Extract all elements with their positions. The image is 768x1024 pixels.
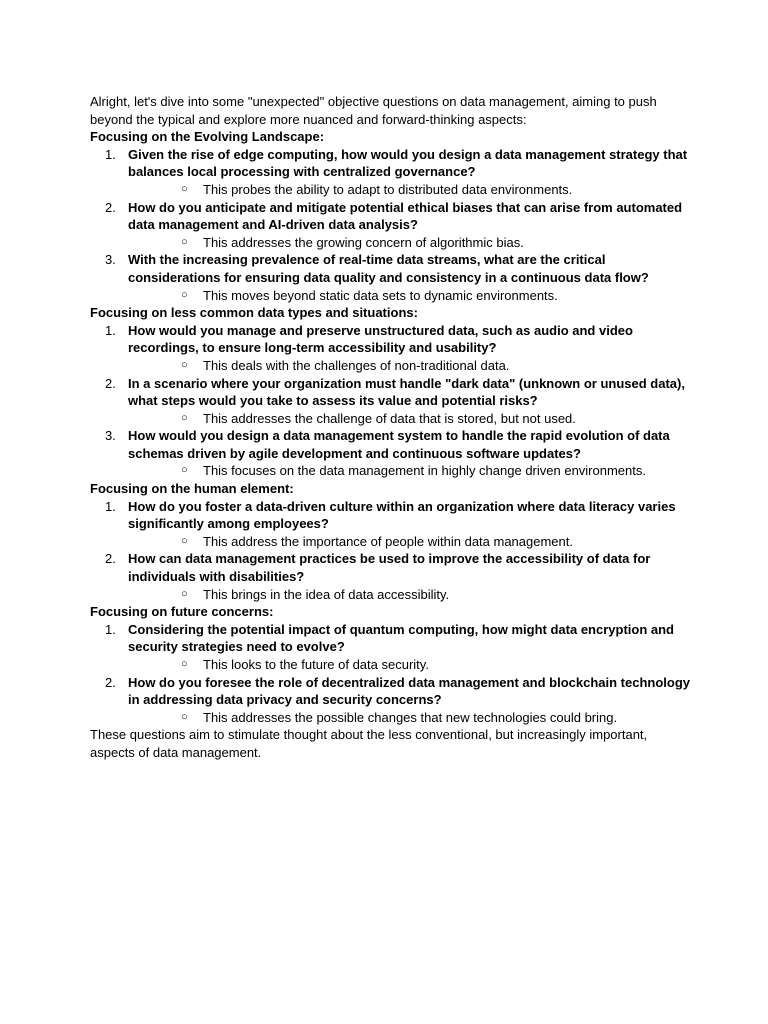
question-item: [90, 375, 690, 428]
note-text: This moves beyond static data sets to dynamic environments.: [203, 287, 558, 303]
section-evolving-landscape: [90, 128, 690, 304]
section-heading: Focusing on the human element:: [90, 481, 294, 497]
section-human-element: [90, 480, 690, 603]
hollow-bullet-icon: ○: [181, 358, 188, 371]
question-list: [90, 322, 690, 480]
question-item: [90, 199, 690, 252]
document-page: [90, 93, 690, 762]
question-text: How do you foster a data-driven culture within an organization where data literacy varies significantly among employees?: [128, 498, 676, 532]
question-item: [90, 550, 690, 603]
question-note: [128, 181, 690, 199]
note-text: This address the importance of people within data management.: [203, 533, 573, 549]
question-item: [90, 322, 690, 375]
hollow-bullet-icon: ○: [181, 464, 188, 477]
question-item: [90, 621, 690, 674]
hollow-bullet-icon: ○: [181, 182, 188, 195]
note-text: This probes the ability to adapt to distributed data environments.: [203, 181, 573, 197]
question-item: [90, 427, 690, 480]
note-text: This focuses on the data management in highly change driven environments.: [203, 463, 646, 479]
question-note: [128, 709, 690, 727]
question-note: [128, 533, 690, 551]
question-text: Considering the potential impact of quantum computing, how might data encryption and security strategies need to evolve?: [128, 621, 674, 655]
question-item: [90, 674, 690, 727]
hollow-bullet-icon: ○: [181, 534, 188, 547]
question-note: [128, 586, 690, 604]
question-text: How would you manage and preserve unstructured data, such as audio and video recordings, to ensure long-term accessibility and usability?: [128, 322, 633, 356]
question-note: [128, 462, 690, 480]
question-number: 3.: [105, 428, 116, 444]
closing-paragraph: These questions aim to stimulate thought about the less conventional, but increasingly important, aspects of data management.: [90, 727, 648, 760]
question-number: 2.: [105, 375, 116, 391]
intro-paragraph: Alright, let's dive into some "unexpected" objective questions on data management, aiming to push beyond the typical and explore more nuanced and forward-thinking aspects:: [90, 94, 657, 127]
question-number: 1.: [105, 146, 116, 162]
question-text: How would you design a data management system to handle the rapid evolution of data schemas driven by agile development and continuous software updates?: [128, 428, 670, 461]
question-number: 1.: [105, 322, 116, 338]
question-number: 2.: [105, 674, 116, 690]
question-text: Given the rise of edge computing, how would you design a data management strategy that balances local processing with centralized governance?: [128, 146, 688, 180]
question-text: With the increasing prevalence of real-time data streams, what are the critical considerations for ensuring data quality and consistency in a continuous data flow?: [128, 252, 649, 285]
note-text: This brings in the idea of data accessibility.: [203, 586, 450, 602]
question-item: [90, 498, 690, 551]
question-item: [90, 146, 690, 199]
question-number: 1.: [105, 498, 116, 514]
question-list: [90, 621, 690, 727]
section-heading: Focusing on future concerns:: [90, 604, 274, 620]
question-item: [90, 251, 690, 304]
hollow-bullet-icon: ○: [181, 411, 188, 424]
question-list: [90, 146, 690, 304]
hollow-bullet-icon: ○: [181, 587, 188, 600]
question-number: 2.: [105, 551, 116, 567]
note-text: This deals with the challenges of non-traditional data.: [203, 357, 510, 373]
question-number: 3.: [105, 252, 116, 268]
question-note: [128, 656, 690, 674]
hollow-bullet-icon: ○: [181, 710, 188, 723]
hollow-bullet-icon: ○: [181, 235, 188, 248]
section-heading: Focusing on less common data types and situations:: [90, 305, 418, 321]
hollow-bullet-icon: ○: [181, 658, 188, 670]
question-list: [90, 498, 690, 604]
note-text: This looks to the future of data security.: [203, 657, 429, 672]
section-future-concerns: [90, 603, 690, 726]
note-text: This addresses the growing concern of algorithmic bias.: [203, 234, 524, 250]
question-text: How do you foresee the role of decentralized data management and blockchain technology in addressing data privacy and security concerns?: [128, 674, 690, 708]
question-text: How can data management practices be used to improve the accessibility of data for individuals with disabilities?: [128, 551, 651, 585]
question-note: [128, 410, 690, 428]
note-text: This addresses the possible changes that new technologies could bring.: [203, 709, 618, 725]
question-note: [128, 287, 690, 305]
section-heading: Focusing on the Evolving Landscape:: [90, 129, 325, 145]
hollow-bullet-icon: ○: [181, 288, 188, 301]
question-number: 1.: [105, 621, 116, 637]
question-text: How do you anticipate and mitigate potential ethical biases that can arise from automated data management and AI-driven data analysis?: [128, 199, 683, 233]
note-text: This addresses the challenge of data that is stored, but not used.: [203, 410, 576, 426]
question-note: [128, 234, 690, 252]
question-text: In a scenario where your organization must handle "dark data" (unknown or unused data), what steps would you take to assess its value and potential risks?: [128, 375, 685, 409]
question-number: 2.: [105, 199, 116, 215]
section-less-common-data: [90, 304, 690, 480]
question-note: [128, 357, 690, 375]
